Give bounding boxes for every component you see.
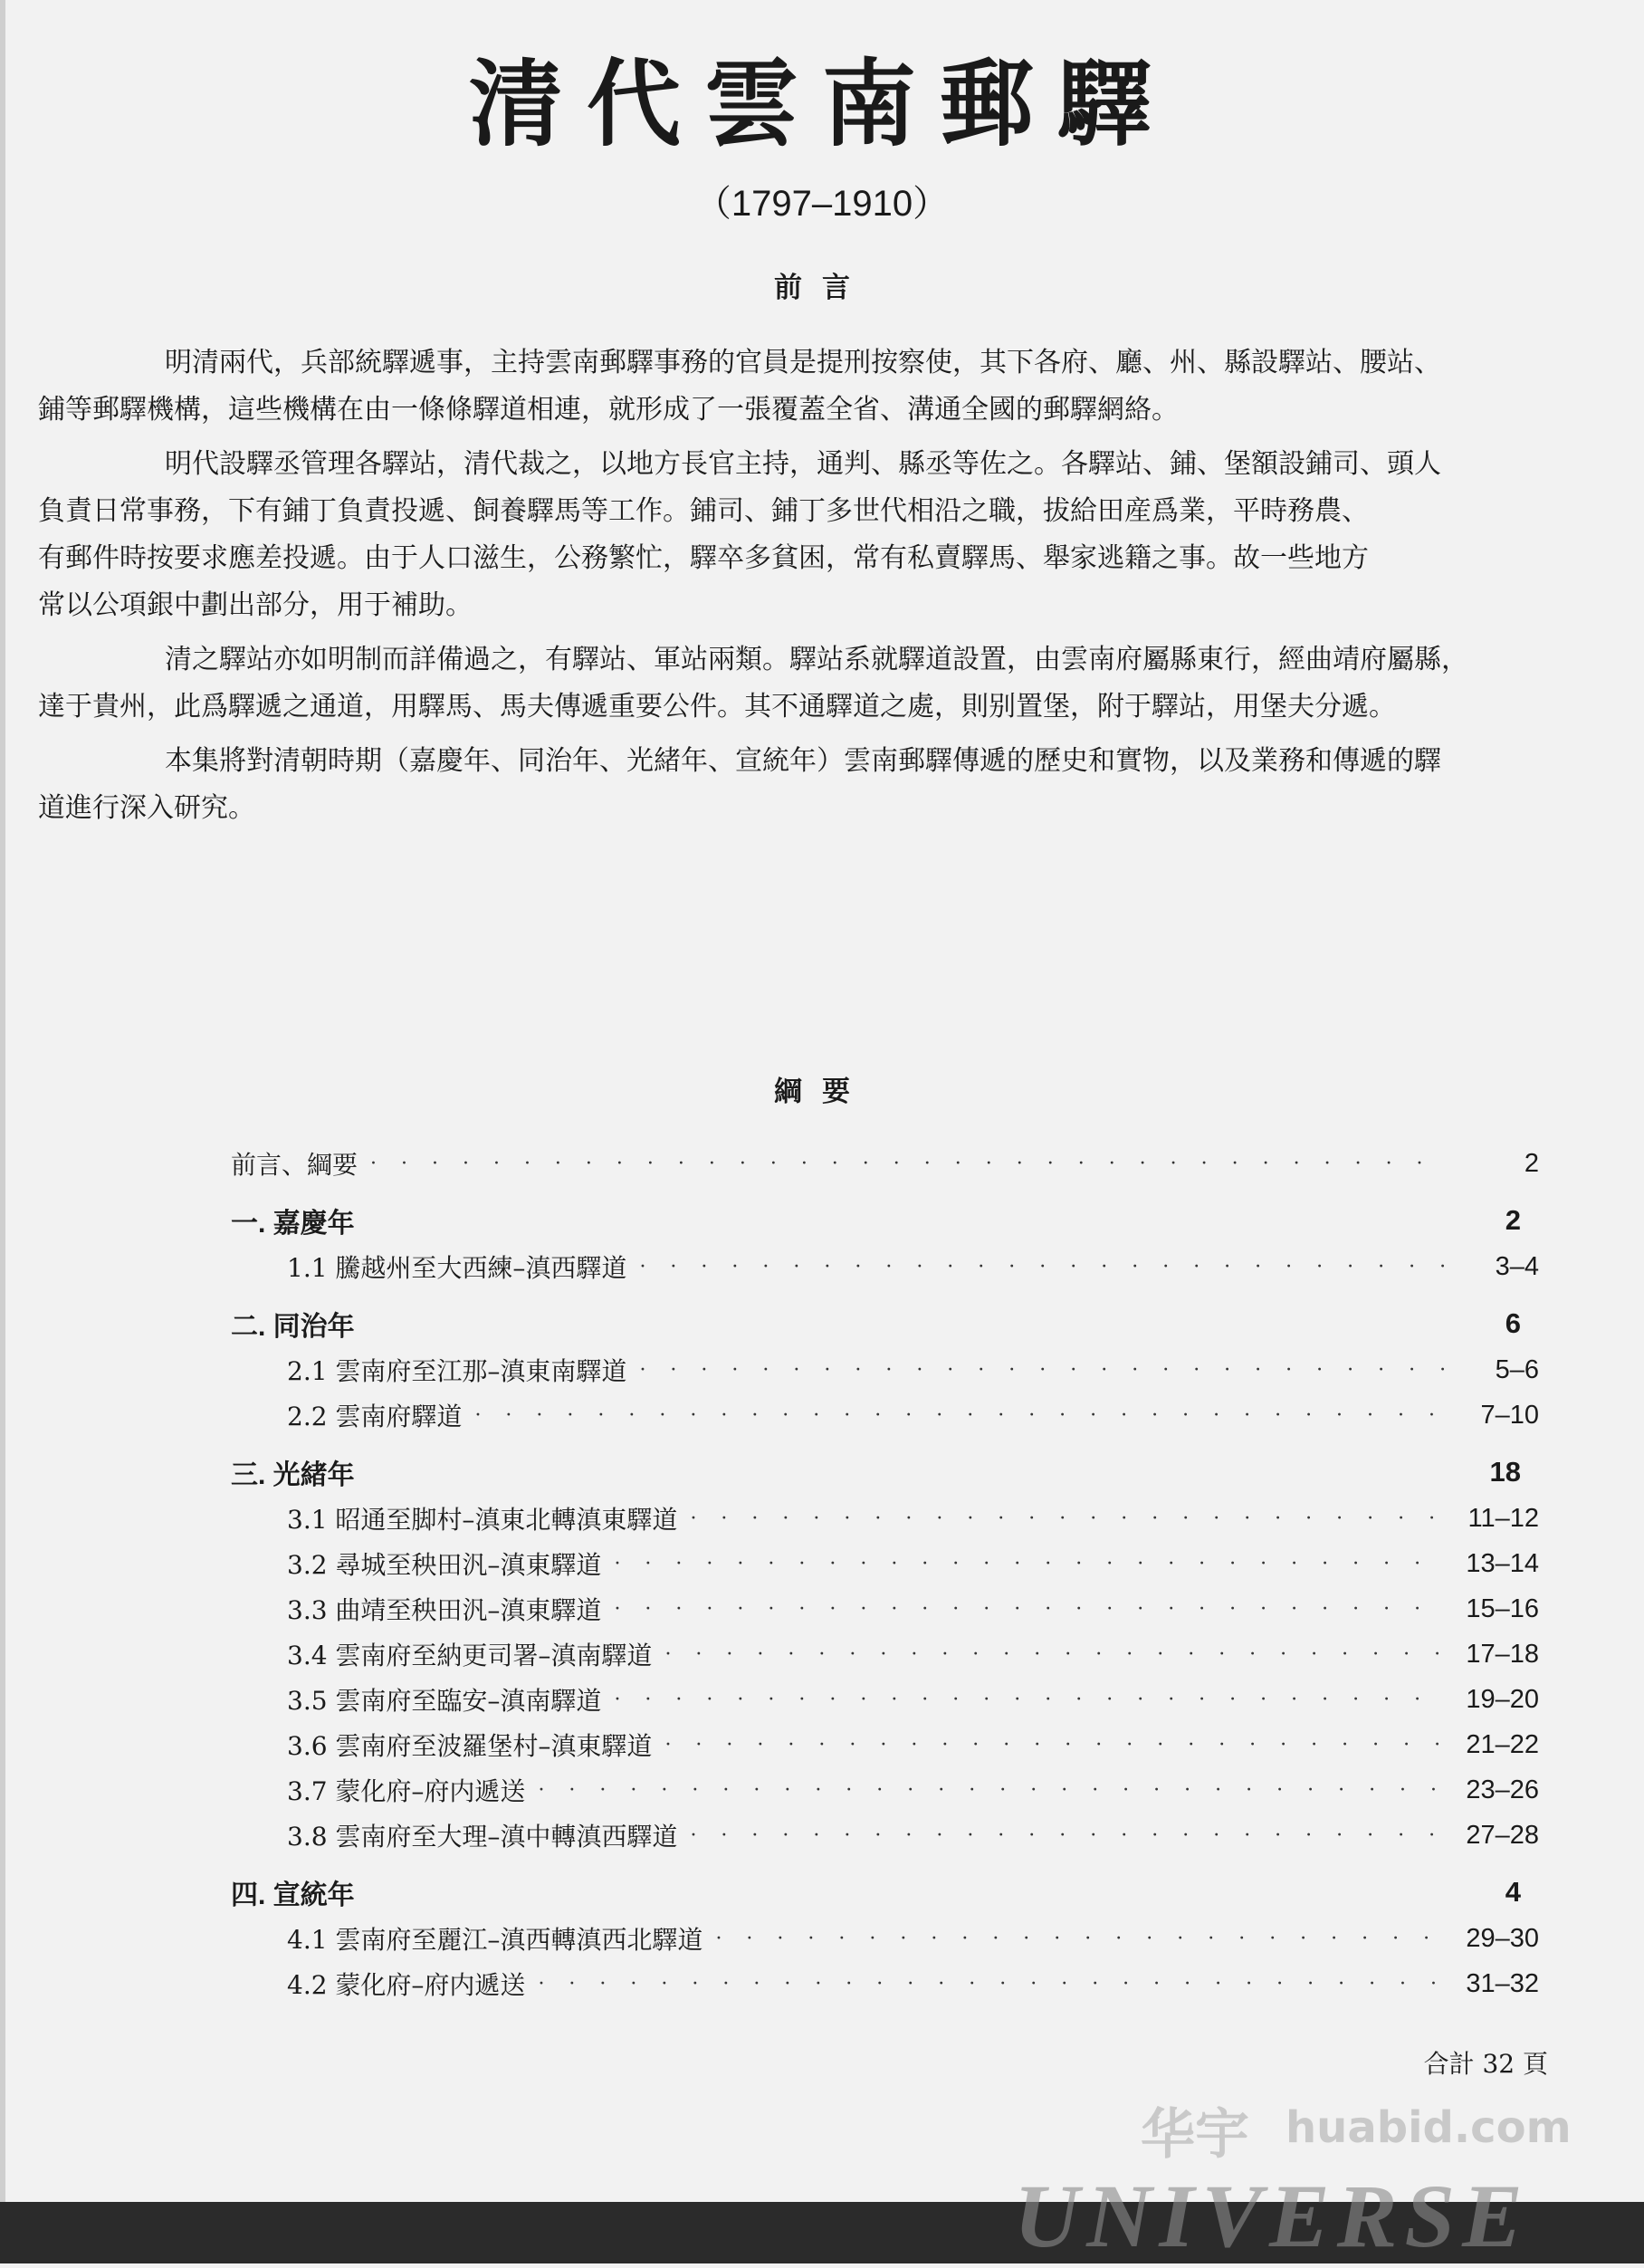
toc-entry[interactable]	[231, 1632, 1539, 1677]
toc-page-number: 23–26	[1466, 1775, 1539, 1804]
watermark-cn: 华宇	[1141, 2103, 1249, 2167]
toc-entry[interactable]	[231, 1244, 1539, 1289]
toc-entry[interactable]	[231, 1392, 1539, 1438]
toc-label: 3.5 雲南府至臨安–滇南驛道	[287, 1686, 602, 1716]
toc-entry[interactable]	[231, 1586, 1539, 1632]
toc-label: 4.1 雲南府至麗江–滇西轉滇西北驛道	[287, 1925, 703, 1955]
toc-section[interactable]	[231, 1869, 1539, 1916]
toc-entry[interactable]	[231, 1767, 1539, 1813]
toc-label: 四. 宣統年	[231, 1880, 355, 1910]
toc-page-number: 6	[1505, 1307, 1521, 1339]
toc-leader-dots	[639, 1256, 1445, 1278]
toc-page-number: 7–10	[1480, 1400, 1539, 1430]
toc-label: 2.2 雲南府驛道	[287, 1402, 463, 1431]
toc-leader-dots	[639, 1359, 1445, 1382]
toc-page-number: 4	[1505, 1876, 1521, 1908]
toc-entry[interactable]	[231, 1916, 1539, 1961]
toc-entry[interactable]	[231, 1722, 1539, 1767]
toc-page-number: 27–28	[1466, 1820, 1539, 1850]
toc-label: 二. 同治年	[231, 1312, 355, 1342]
toc-label: 3.8 雲南府至大理–滇中轉滇西驛道	[287, 1822, 678, 1852]
preface-line: 本集將對清朝時期（嘉慶年、同治年、光緒年、宣統年）雲南郵驛傳遞的歷史和實物，以及業務和傳遞的驛	[165, 745, 1441, 777]
toc-entry[interactable]	[231, 1141, 1539, 1186]
toc-leader-dots	[690, 1824, 1445, 1847]
watermark-brand: UNIVERSE	[1014, 2166, 1530, 2266]
preface-line: 負責日常事務，下有鋪丁負責投遞、飼養驛馬等工作。鋪司、鋪丁多世代相沿之職，拔給田産爲業，平時務農、	[38, 495, 1369, 527]
toc-entry[interactable]	[231, 1496, 1539, 1541]
toc-page-number: 11–12	[1467, 1503, 1539, 1533]
toc-page-number: 2	[1505, 1204, 1521, 1236]
toc-leader-dots	[690, 1507, 1445, 1530]
total-pages: 合計 32 頁	[1423, 2049, 1548, 2079]
toc-leader-dots	[474, 1404, 1445, 1427]
toc-label: 1.1 騰越州至大西練–滇西驛道	[287, 1253, 627, 1283]
toc-leader-dots	[538, 1779, 1445, 1802]
toc-label: 3.3 曲靖至秧田汎–滇東驛道	[287, 1595, 602, 1625]
toc-label: 3.6 雲南府至波羅堡村–滇東驛道	[287, 1731, 653, 1761]
toc-page-number: 5–6	[1495, 1354, 1539, 1384]
toc-page-number: 31–32	[1466, 1968, 1539, 1998]
preface-paragraph	[38, 636, 1644, 731]
toc-page-number: 19–20	[1466, 1684, 1539, 1714]
preface-line: 常以公項銀中劃出部分，用于補助。	[38, 589, 473, 621]
watermark-url: huabid.com	[1286, 2102, 1572, 2153]
toc-entry[interactable]	[231, 1677, 1539, 1722]
toc-page-number: 18	[1489, 1456, 1521, 1488]
toc-page-number: 17–18	[1466, 1639, 1539, 1669]
toc-label: 3.1 昭通至脚村–滇東北轉滇東驛道	[287, 1505, 678, 1535]
toc-entry[interactable]	[231, 1961, 1539, 2006]
preface-line: 達于貴州，此爲驛遞之通道，用驛馬、馬夫傳遞重要公件。其不通驛道之處，則别置堡，附于驛站，用堡夫分遞。	[38, 691, 1396, 723]
toc-leader-dots	[614, 1689, 1445, 1711]
toc-page-number: 29–30	[1466, 1923, 1539, 1953]
toc-leader-dots	[370, 1153, 1445, 1175]
preface-paragraph	[38, 441, 1644, 629]
preface-line: 明代設驛丞管理各驛站，清代裁之，以地方長官主持，通判、縣丞等佐之。各驛站、鋪、堡額設鋪司、頭人	[165, 448, 1441, 480]
toc-label: 前言、綱要	[231, 1150, 358, 1180]
toc-leader-dots	[614, 1598, 1445, 1621]
document-years: （1797–1910）	[694, 184, 950, 224]
toc-heading: 綱要	[774, 1076, 870, 1108]
toc-section[interactable]	[231, 1197, 1539, 1244]
toc-leader-dots	[538, 1973, 1445, 1995]
toc-label: 2.1 雲南府至江那–滇東南驛道	[287, 1356, 627, 1386]
toc-page-number: 3–4	[1495, 1251, 1539, 1281]
toc-page-number: 2	[1524, 1148, 1539, 1178]
preface-paragraph	[38, 340, 1644, 434]
toc-page-number: 13–14	[1466, 1548, 1539, 1578]
preface-body	[38, 340, 1644, 839]
toc-label: 一. 嘉慶年	[231, 1209, 355, 1239]
toc-leader-dots	[614, 1553, 1445, 1575]
toc-leader-dots	[715, 1928, 1445, 1950]
preface-line: 道進行深入研究。	[38, 792, 255, 824]
preface-paragraph	[38, 738, 1644, 832]
toc-entry[interactable]	[231, 1813, 1539, 1858]
preface-heading: 前言	[774, 272, 870, 304]
preface-line: 鋪等郵驛機構，這些機構在由一條條驛道相連，就形成了一張覆蓋全省、溝通全國的郵驛網絡。	[38, 394, 1179, 426]
toc-label: 3.7 蒙化府–府内遞送	[287, 1776, 526, 1806]
toc-section[interactable]	[231, 1300, 1539, 1347]
preface-line: 有郵件時按要求應差投遞。由于人口滋生，公務繁忙，驛卒多貧困，常有私賣驛馬、舉家逃籍之事。故一些地方	[38, 542, 1369, 574]
toc-leader-dots	[664, 1643, 1445, 1666]
toc-label: 3.2 尋城至秧田汎–滇東驛道	[287, 1550, 602, 1580]
toc-entry[interactable]	[231, 1347, 1539, 1392]
toc-section[interactable]	[231, 1449, 1539, 1496]
toc-label: 3.4 雲南府至納更司署–滇南驛道	[287, 1641, 653, 1670]
toc-page-number: 15–16	[1466, 1593, 1539, 1623]
preface-line: 清之驛站亦如明制而詳備過之，有驛站、軍站兩類。驛站系就驛道設置，由雲南府屬縣東行，經曲靖府屬縣，	[165, 644, 1468, 675]
preface-line: 明清兩代，兵部統驛遞事，主持雲南郵驛事務的官員是提刑按察使，其下各府、廳、州、縣設驛站、腰站、	[165, 347, 1441, 378]
toc-leader-dots	[664, 1734, 1445, 1756]
toc-label: 4.2 蒙化府–府内遞送	[287, 1970, 526, 2000]
toc-label: 三. 光緒年	[231, 1460, 355, 1490]
toc-page-number: 21–22	[1466, 1729, 1539, 1759]
toc-entry[interactable]	[231, 1541, 1539, 1586]
watermark	[1014, 2091, 1644, 2266]
table-of-contents	[231, 1141, 1539, 2006]
document-title: 清代雲南郵驛	[468, 48, 1175, 159]
